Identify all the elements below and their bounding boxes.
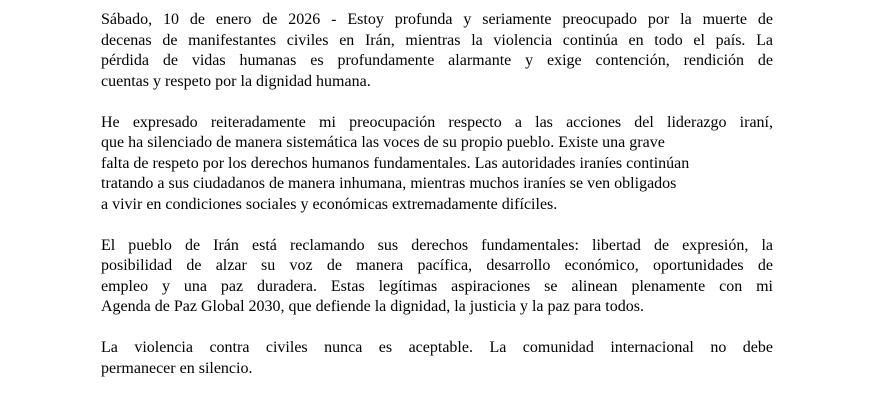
text-line: a vivir en condiciones sociales y económicas extremadamente difíciles. bbox=[101, 195, 558, 213]
text-line: Sábado, 10 de enero de 2026 - Estoy profunda y seriamente preocupado por la muerte de bbox=[101, 11, 773, 28]
text-line: empleo y una paz duradera. Estas legítimas aspiraciones se alinean plenamente con mi bbox=[101, 277, 773, 295]
text-line: pérdida de vidas humanas es profundamente alarmante y exige contención, rendición de bbox=[101, 52, 773, 69]
text-line: La violencia contra civiles nunca es aceptable. La comunidad internacional no debe bbox=[101, 339, 773, 356]
paragraph-2 bbox=[101, 113, 773, 216]
text-line: decenas de manifestantes civiles en Irán, mientras la violencia continúa en todo el país. La bbox=[101, 31, 773, 49]
text-line: posibilidad de alzar su voz de manera pacífica, desarrollo económico, oportunidades de bbox=[101, 257, 773, 274]
text-line: tratando a sus ciudadanos de manera inhumana, mientras muchos iraníes se ven obligados bbox=[101, 175, 677, 192]
paragraph-4 bbox=[101, 338, 773, 379]
text-line: Agenda de Paz Global 2030, que defiende la dignidad, la justicia y la paz para todos. bbox=[101, 298, 644, 315]
text-line: cuentas y respeto por la dignidad humana. bbox=[101, 72, 371, 90]
text-line: El pueblo de Irán está reclamando sus derechos fundamentales: libertad de expresión, la bbox=[101, 236, 773, 254]
paragraph-1 bbox=[101, 10, 773, 92]
text-line: que ha silenciado de manera sistemática las voces de su propio pueblo. Existe una grave bbox=[101, 134, 665, 151]
text-line: permanecer en silencio. bbox=[101, 359, 253, 377]
document-body bbox=[101, 10, 773, 400]
text-line: falta de respeto por los derechos humanos fundamentales. Las autoridades iraníes continúan bbox=[101, 154, 690, 172]
paragraph-3 bbox=[101, 236, 773, 318]
text-line: He expresado reiteradamente mi preocupación respecto a las acciones del liderazgo iraní, bbox=[101, 113, 773, 131]
